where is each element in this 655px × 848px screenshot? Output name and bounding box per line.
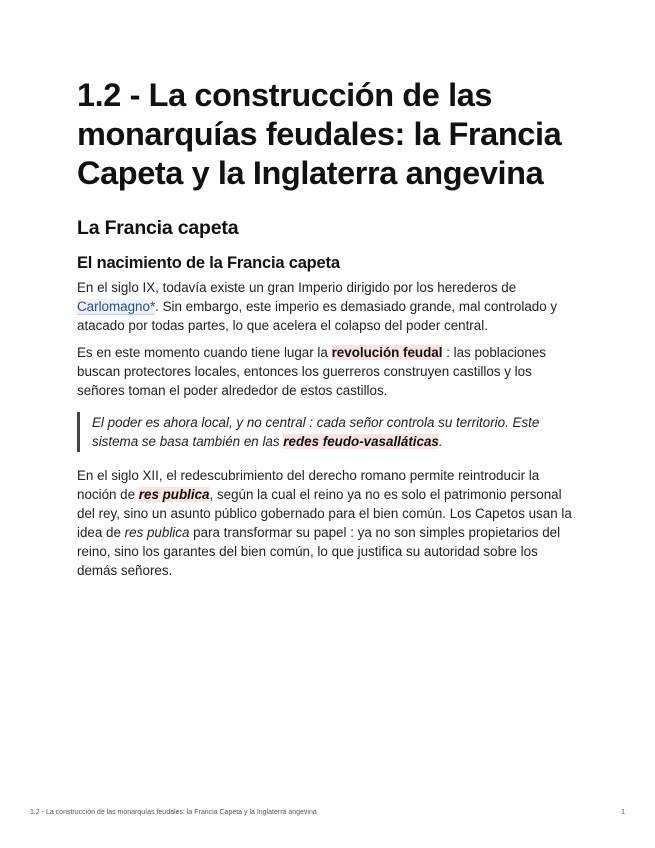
text-run: En el siglo IX, todavía existe un gran Imperio dirigido por los herederos de <box>77 280 517 295</box>
section-heading: La Francia capeta <box>77 217 239 239</box>
text-run: para transformar su papel : ya no son simples propietarios del reino, sino los garantes del bien común, lo que justifica su autoridad sobre los demás señores. <box>77 525 561 578</box>
document-page <box>77 76 574 580</box>
page-number: 1 <box>621 809 625 816</box>
highlight-redes-feudo-vasallaticas: redes feudo-vasalláticas <box>283 434 439 449</box>
paragraph-3 <box>77 466 574 580</box>
page-title: 1.2 - La construcción de las monarquías feudales: la Francia Capeta y la Inglaterra angevina <box>77 77 562 191</box>
text-run: En el siglo XII, el redescubrimiento del derecho romano permite reintroducir la noción de <box>77 468 540 502</box>
subsection-heading: El nacimiento de la Francia capeta <box>77 254 340 272</box>
italic-res-publica: res publica <box>124 525 190 540</box>
paragraph-1 <box>77 278 574 335</box>
carlomagno-link[interactable]: Carlomagno* <box>77 299 156 314</box>
highlight-revolucion-feudal: revolución feudal <box>331 345 443 360</box>
highlight-res-publica: res publica <box>138 487 210 502</box>
text-run: , según la cual el reino ya no es solo el patrimonio personal del rey, sino un asunto público gobernado para el bien común. Los Capetos usan la idea de <box>77 487 572 540</box>
text-run: El poder es ahora local, y no central : cada señor controla su territorio. Este sistema se basa también en las <box>92 415 540 449</box>
text-run: Es en este momento cuando tiene lugar la <box>77 345 332 360</box>
paragraph-2 <box>77 343 574 400</box>
text-run: . <box>438 434 443 449</box>
text-run: : las poblaciones buscan protectores locales, entonces los guerreros construyen castillos y los señores toman el poder alrededor de estos castillos. <box>77 345 546 398</box>
text-run: . Sin embargo, este imperio es demasiado grande, mal controlado y atacado por todas partes, lo que acelera el colapso del poder central. <box>77 299 558 333</box>
footer-title: 1.2 - La construcción de las monarquías feudales: la Francia Capeta y la Inglaterra angevina <box>30 809 317 816</box>
quote-block <box>77 412 574 452</box>
